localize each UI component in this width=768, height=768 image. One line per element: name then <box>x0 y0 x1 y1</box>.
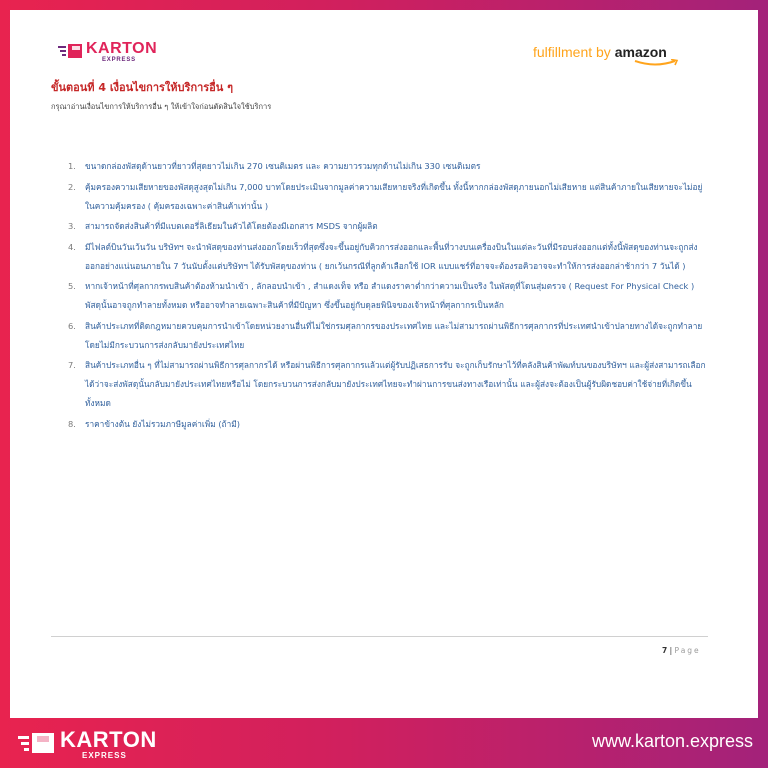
terms-list <box>68 157 708 435</box>
page-number <box>662 646 701 655</box>
term-item <box>68 217 708 236</box>
amazon-smile-icon <box>633 59 681 67</box>
term-number: 2. <box>68 181 76 192</box>
term-item <box>68 277 708 315</box>
box-stripes-icon <box>58 43 84 59</box>
term-text: หากเจ้าหน้าที่ศุลกากรพบสินค้าต้องห้ามนำเข้า , ลักลอบนำเข้า , สำแดงเท็จ หรือ สำแดงราคาต่ำกว่าความเป็นจริง ในพัสดุที่โดนสุ่มตรวจ ( Request For Physical Check ) พัสดุนั้นอาจถูกทำลายทั้งหมด หรืออาจทำลายเฉพาะสินค้าที่มีปัญหา ซึ่งขึ้นอยู่กับดุลยพินิจของเจ้าหน้าที่ศุลกากรเป็นหลัก <box>85 281 695 310</box>
term-text: คุ้มครองความเสียหายของพัสดุสูงสุดไม่เกิน 7,000 บาทโดยประเมินจากมูลค่าความเสียหายจริงที่เกิดขึ้น ทั้งนี้หากกล่องพัสดุภายนอกไม่เสียหาย แต่สินค้าภายในเสียหายจะไม่อยู่ในความคุ้มครอง ( คุ้มครองเฉพาะค่าสินค้าเท่านั้น ) <box>85 181 703 211</box>
box-stripes-icon <box>18 732 56 754</box>
section-title: ขั้นตอนที่ 4 เงื่อนไขการให้บริการอื่น ๆ <box>51 81 234 94</box>
term-item <box>68 238 708 276</box>
term-text: มีไฟลต์บินวันเว้นวัน บริษัทฯ จะนำพัสดุของท่านส่งออกโดยเร็วที่สุดซึ่งจะขึ้นอยู่กับคิวการส่งออกและพื้นที่วางบนเครื่องบินในแต่ละวันที่มีรอบส่งออกแต่ทั้งนี้พัสดุของท่านจะถูกส่งออกอย่างแน่นอนภายใน 7 วันนับตั้งแต่บริษัทฯ ได้รับพัสดุของท่าน ( ยกเว้นกรณีที่ลูกค้าเลือกใช้ IOR แบบแชร์ที่อาจจะต้องรอคิวอาจจะทำให้การส่งออกล่าช้ากว่า 7 วันได้ ) <box>85 241 698 271</box>
term-number: 7. <box>68 360 76 370</box>
page-separator: | <box>667 646 675 655</box>
term-item <box>68 317 708 355</box>
term-number: 8. <box>68 418 76 429</box>
banner-logo-brand: KARTON <box>60 727 157 752</box>
term-item <box>68 178 708 216</box>
website-link[interactable]: www.karton.express <box>592 731 754 751</box>
term-number: 5. <box>68 281 76 291</box>
fulfillment-by-amazon-logo <box>533 44 667 60</box>
section-subtitle: กรุณาอ่านเงื่อนไขการให้บริการอื่น ๆ ให้เข้าใจก่อนตัดสินใจใช้บริการ <box>51 102 272 111</box>
page-number-value: 7 <box>662 646 668 655</box>
partner-prefix: fulfillment by <box>533 44 615 60</box>
footer-divider <box>51 636 708 637</box>
banner-logo-sub: EXPRESS <box>82 751 127 760</box>
term-number: 3. <box>68 221 76 231</box>
term-item <box>68 157 708 176</box>
partner-name: amazon <box>614 44 667 60</box>
banner-logo <box>18 724 158 760</box>
term-text: สามารถจัดส่งสินค้าที่มีแบตเตอรี่ลิเธียมในตัวได้โดยต้องมีเอกสาร MSDS จากผู้ผลิต <box>85 221 378 231</box>
term-item <box>68 415 708 434</box>
term-item <box>68 356 708 413</box>
logo-brand: KARTON <box>86 40 158 57</box>
logo-sub: EXPRESS <box>102 57 136 63</box>
term-number: 4. <box>68 241 76 252</box>
karton-logo <box>58 40 158 66</box>
term-number: 1. <box>68 161 76 171</box>
term-text: ราคาข้างต้น ยังไม่รวมภาษีมูลค่าเพิ่ม (ถ้ามี) <box>85 418 240 429</box>
term-text: ขนาดกล่องพัสดุด้านยาวที่ยาวที่สุดยาวไม่เกิน 270 เซนติเมตร และ ความยาวรวมทุกด้านไม่เกิน 330 เซนติเมตร <box>85 161 481 171</box>
term-text: สินค้าประเภทที่ติดกฎหมายควบคุมการนำเข้าโดยหน่วยงานอื่นที่ไม่ใช่กรมศุลกากรของประเทศไทย และไม่สามารถผ่านพิธีการศุลกากรที่ประเทศนำเข้าปลายทางได้จะถูกทำลาย โดยไม่มีกระบวนการส่งกลับมายังประเทศไทย <box>85 320 703 350</box>
term-number: 6. <box>68 320 76 331</box>
term-text: สินค้าประเภทอื่น ๆ ที่ไม่สามารถผ่านพิธีการศุลกากรได้ หรือผ่านพิธีการศุลกากรแล้วแต่ผู้รับปฏิเสธการรับ จะถูกเก็บรักษาไว้ที่คลังสินค้าพัฒท์บนของบริษัทฯ และผู้ส่งสามารถเลือกได้ว่าจะส่งพัสดุนั้นกลับมายังประเทศไทยหรือไม่ โดยกระบวนการส่งกลับมายังประเทศไทยจะทำผ่านการขนส่งทางเรือเท่านั้น และผู้ส่งจะต้องเป็นผู้รับผิดชอบค่าใช้จ่ายที่เกิดขึ้นทั้งหมด <box>85 360 706 408</box>
page-label: Page <box>674 646 701 655</box>
